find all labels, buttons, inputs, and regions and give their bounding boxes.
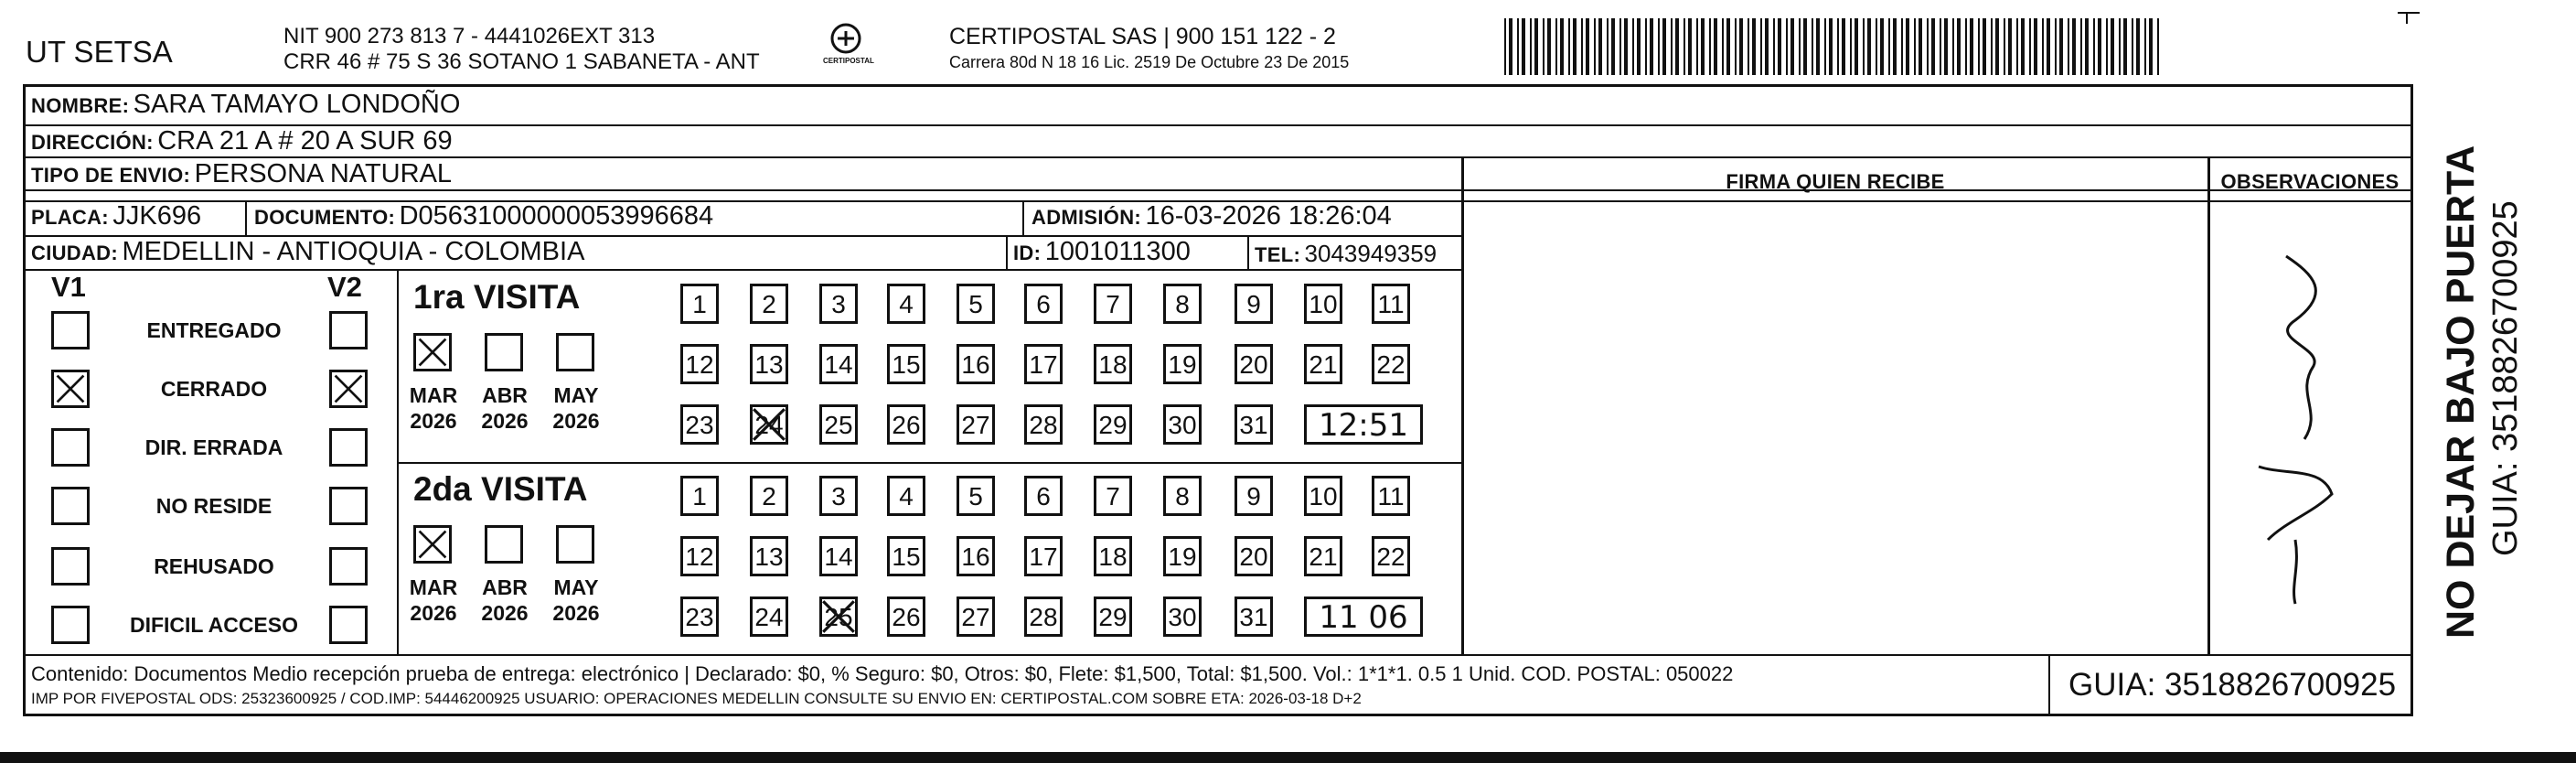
- month-label: [406, 382, 461, 434]
- placa-label: PLACA:: [31, 206, 109, 229]
- barcode: [1504, 18, 2163, 75]
- month-checkbox[interactable]: [413, 333, 452, 371]
- day-box[interactable]: 13: [750, 536, 788, 576]
- ciudad-label: CIUDAD:: [31, 242, 118, 264]
- day-box[interactable]: 27: [957, 596, 995, 637]
- check-x-mark: [750, 404, 788, 445]
- certipostal-name: CERTIPOSTAL SAS | 900 151 122 - 2: [949, 24, 1336, 49]
- id-label: ID:: [1013, 242, 1042, 264]
- time-box[interactable]: 11 06: [1304, 596, 1423, 637]
- documento-row: [254, 201, 713, 231]
- month-label: [549, 382, 604, 434]
- day-cross-mark: [750, 404, 788, 445]
- day-box[interactable]: 18: [1094, 536, 1132, 576]
- day-box[interactable]: 13: [750, 344, 788, 384]
- company-address: CRR 46 # 75 S 36 SOTANO 1 SABANETA - ANT: [283, 49, 760, 74]
- month-name: MAR: [409, 383, 458, 407]
- month-year: 2026: [410, 601, 457, 625]
- direccion-label: DIRECCIÓN:: [31, 131, 154, 154]
- day-box[interactable]: 20: [1235, 536, 1273, 576]
- day-box[interactable]: 29: [1094, 596, 1132, 637]
- month-checkbox[interactable]: [556, 525, 594, 564]
- day-box[interactable]: 16: [957, 344, 995, 384]
- month-year: 2026: [481, 409, 529, 433]
- day-box[interactable]: 31: [1235, 404, 1273, 445]
- day-box[interactable]: 15: [887, 344, 925, 384]
- direccion-row: [31, 126, 453, 156]
- guia-box: GUIA: 3518826700925: [2068, 667, 2397, 703]
- day-box[interactable]: 28: [1024, 596, 1063, 637]
- tel-value: 3043949359: [1304, 240, 1438, 267]
- day-box[interactable]: 14: [819, 344, 858, 384]
- month-label: [477, 575, 532, 626]
- day-box[interactable]: 21: [1304, 536, 1342, 576]
- day-box[interactable]: 5: [957, 476, 995, 516]
- tipo-row: [31, 159, 452, 189]
- nombre-row: [31, 90, 460, 120]
- month-checkbox[interactable]: [556, 333, 594, 371]
- month-checkbox[interactable]: [485, 525, 523, 564]
- day-box[interactable]: 25: [819, 404, 858, 445]
- day-box[interactable]: 24: [750, 404, 788, 445]
- day-box[interactable]: 22: [1372, 344, 1410, 384]
- day-box[interactable]: 4: [887, 284, 925, 324]
- check-x-mark: [416, 336, 449, 369]
- month-name: MAY: [553, 575, 599, 599]
- day-box[interactable]: 28: [1024, 404, 1063, 445]
- day-box[interactable]: 15: [887, 536, 925, 576]
- month-year: 2026: [410, 409, 457, 433]
- day-box[interactable]: 7: [1094, 284, 1132, 324]
- nombre-label: NOMBRE:: [31, 94, 130, 117]
- day-box[interactable]: 23: [680, 596, 719, 637]
- day-box[interactable]: 11: [1372, 284, 1410, 324]
- day-box[interactable]: 31: [1235, 596, 1273, 637]
- nit: NIT 900 273 813 7 - 4441026EXT 313: [283, 24, 656, 48]
- day-box[interactable]: 24: [750, 596, 788, 637]
- contenido-text: Contenido: Documentos Medio recepción prueba de entrega: electrónico | Declarado: $0, % Seguro: $0, Otros: $0, Flete: $1,500, Total: $1,500. Vol.: 1*1*1. 0.5 1 Unid. COD. POSTAL: 050022: [31, 662, 1734, 685]
- day-box[interactable]: 5: [957, 284, 995, 324]
- placa-value: JJK696: [112, 201, 202, 231]
- status-label: NO RESIDE: [155, 494, 273, 518]
- corner-mark: [2396, 9, 2423, 24]
- month-label: [406, 575, 461, 626]
- day-box[interactable]: 30: [1163, 596, 1202, 637]
- tel-row: [1255, 240, 1437, 268]
- day-box[interactable]: 16: [957, 536, 995, 576]
- day-box[interactable]: 17: [1024, 536, 1063, 576]
- day-box[interactable]: 7: [1094, 476, 1132, 516]
- time-box[interactable]: 12:51: [1304, 404, 1423, 445]
- id-value: 1001011300: [1044, 237, 1191, 266]
- side-guia-text: GUIA: 3518826700925: [2486, 200, 2525, 556]
- month-name: MAR: [409, 575, 458, 599]
- day-box[interactable]: 23: [680, 404, 719, 445]
- status-label: DIR. ERRADA: [144, 435, 283, 459]
- certipostal-logo: [814, 20, 878, 75]
- month-year: 2026: [552, 409, 600, 433]
- admision-label: ADMISIÓN:: [1031, 206, 1142, 229]
- status-label: DIFICIL ACCESO: [129, 613, 298, 637]
- placa-row: [31, 201, 201, 231]
- day-box[interactable]: 20: [1235, 344, 1273, 384]
- day-box[interactable]: 2: [750, 476, 788, 516]
- logo-text: CERTIPOSTAL: [823, 57, 874, 65]
- day-box[interactable]: 17: [1024, 344, 1063, 384]
- status-label: REHUSADO: [154, 554, 274, 578]
- day-box[interactable]: 22: [1372, 536, 1410, 576]
- nombre-value: SARA TAMAYO LONDOÑO: [133, 90, 461, 119]
- vertical-guia-block: [2428, 110, 2574, 659]
- direccion-value: CRA 21 A # 20 A SUR 69: [157, 126, 453, 156]
- certipostal-address: Carrera 80d N 18 16 Lic. 2519 De Octubre 23 De 2015: [949, 53, 1350, 71]
- ciudad-value: MEDELLIN - ANTIOQUIA - COLOMBIA: [122, 237, 585, 266]
- day-box[interactable]: 14: [819, 536, 858, 576]
- first-visit-title: 1ra VISITA: [413, 278, 581, 316]
- day-box[interactable]: 11: [1372, 476, 1410, 516]
- day-box[interactable]: 8: [1163, 284, 1202, 324]
- check-x-mark: [416, 528, 449, 561]
- month-label: [477, 382, 532, 434]
- day-box[interactable]: 3: [819, 284, 858, 324]
- day-box[interactable]: 1: [680, 476, 719, 516]
- month-checkbox[interactable]: [413, 525, 452, 564]
- day-box[interactable]: 9: [1235, 476, 1273, 516]
- check-x-mark: [819, 596, 858, 637]
- day-box[interactable]: 1: [680, 284, 719, 324]
- id-row: [1013, 237, 1191, 267]
- imp-text: IMP POR FIVEPOSTAL ODS: 25323600925 / COD.IMP: 54446200925 USUARIO: OPERACIONES MEDELLIN CONSULTE SU ENVIO EN: CERTIPOSTAL.COM SOBRE ETA: 2026-03-18 D+2: [31, 690, 1362, 707]
- day-box[interactable]: 10: [1304, 284, 1342, 324]
- admision-row: [1031, 201, 1392, 231]
- day-box[interactable]: 4: [887, 476, 925, 516]
- day-box[interactable]: 29: [1094, 404, 1132, 445]
- status-label: ENTREGADO: [146, 318, 282, 342]
- month-year: 2026: [481, 601, 529, 625]
- month-name: ABR: [482, 575, 528, 599]
- ciudad-row: [31, 237, 584, 267]
- month-name: ABR: [482, 383, 528, 407]
- day-box[interactable]: 30: [1163, 404, 1202, 445]
- tipo-label: TIPO DE ENVIO:: [31, 164, 191, 187]
- day-box[interactable]: 6: [1024, 284, 1063, 324]
- day-box[interactable]: 9: [1235, 284, 1273, 324]
- month-year: 2026: [552, 601, 600, 625]
- documento-value: D05631000000053996684: [399, 201, 714, 231]
- tel-label: TEL:: [1255, 243, 1301, 266]
- handwritten-signature: [2231, 238, 2378, 622]
- day-box[interactable]: 10: [1304, 476, 1342, 516]
- observaciones-label: OBSERVACIONES: [2220, 170, 2400, 193]
- documento-label: DOCUMENTO:: [254, 206, 396, 229]
- month-label: [549, 575, 604, 626]
- second-visit-title: 2da VISITA: [413, 470, 588, 508]
- day-cross-mark: [819, 596, 858, 637]
- day-box[interactable]: 3: [819, 476, 858, 516]
- day-box[interactable]: 6: [1024, 476, 1063, 516]
- status-label: CERRADO: [160, 377, 268, 401]
- admision-value: 16-03-2026 18:26:04: [1145, 201, 1392, 231]
- day-box[interactable]: 21: [1304, 344, 1342, 384]
- day-box[interactable]: 12: [680, 536, 719, 576]
- day-box[interactable]: 26: [887, 596, 925, 637]
- v2-label: V2: [327, 271, 362, 303]
- month-name: MAY: [553, 383, 599, 407]
- v1-label: V1: [51, 271, 86, 303]
- day-box[interactable]: 25: [819, 596, 858, 637]
- tipo-value: PERSONA NATURAL: [194, 159, 453, 188]
- day-box[interactable]: 19: [1163, 344, 1202, 384]
- firma-label: FIRMA QUIEN RECIBE: [1726, 170, 1945, 193]
- no-dejar-text: NO DEJAR BAJO PUERTA: [2439, 145, 2483, 639]
- day-box[interactable]: 2: [750, 284, 788, 324]
- day-box[interactable]: 8: [1163, 476, 1202, 516]
- company-name: UT SETSA: [26, 35, 173, 69]
- day-box[interactable]: 18: [1094, 344, 1132, 384]
- day-box[interactable]: 19: [1163, 536, 1202, 576]
- day-box[interactable]: 27: [957, 404, 995, 445]
- month-checkbox[interactable]: [485, 333, 523, 371]
- day-box[interactable]: 12: [680, 344, 719, 384]
- day-box[interactable]: 26: [887, 404, 925, 445]
